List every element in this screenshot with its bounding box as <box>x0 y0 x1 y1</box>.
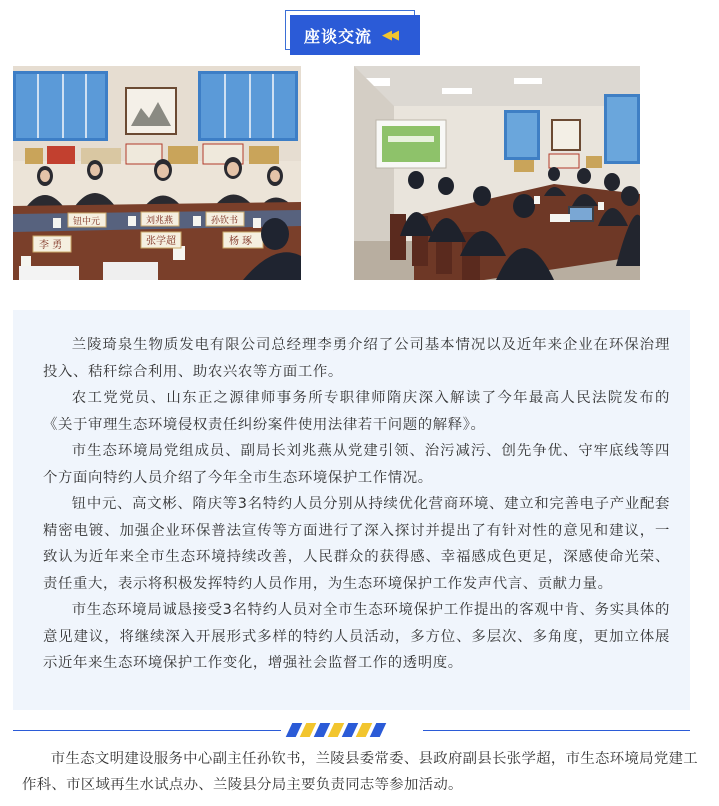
meeting-photo-left-image <box>13 66 301 280</box>
article-body <box>13 310 690 710</box>
body-paragraph: 市生态环境局诚恳接受3名特约人员对全市生态环境保护工作提出的客观中肯、务实具体的意见建议，将继续深入开展形式多样的特约人员活动，多方位、多层次、多角度，更加立体展示近年来生态环境保护工作变化，增强社会监督工作的透明度。 <box>43 602 670 671</box>
section-divider <box>13 721 690 741</box>
divider-line-left <box>13 730 281 731</box>
section-header <box>0 8 719 56</box>
divider-stripes <box>289 723 415 739</box>
closing-paragraph: 市生态文明建设服务中心副主任孙钦书，兰陵县委常委、县政府副县长张学超，市生态环境局党建工作科、市区域再生水试点办、兰陵县分局主要负责同志等参加活动。 <box>22 751 698 793</box>
body-paragraph: 兰陵琦泉生物质发电有限公司总经理李勇介绍了公司基本情况以及近年来企业在环保治理投入、秸秆综合利用、助农兴农等方面工作。 <box>43 337 670 380</box>
meeting-photo-right <box>354 66 640 280</box>
nameplate-text: 杨 琢 <box>229 236 253 247</box>
meeting-photo-right-image <box>354 66 640 280</box>
meeting-photo-left <box>13 66 301 280</box>
section-title: 座谈交流 <box>304 26 373 46</box>
divider-stripe <box>370 723 387 737</box>
double-chevron-left-icon: ◀◀ <box>382 27 397 43</box>
nameplate-text: 钮中元 <box>73 217 101 227</box>
nameplate-text: 李 勇 <box>39 240 63 251</box>
header-banner <box>290 15 420 55</box>
divider-line-right <box>423 730 690 731</box>
nameplate-text: 张学超 <box>146 236 176 247</box>
nameplate-text: 孙钦书 <box>211 216 239 226</box>
nameplate-text: 刘兆燕 <box>146 216 174 226</box>
body-paragraph: 市生态环境局党组成员、副局长刘兆燕从党建引领、治污减污、创先争优、守牢底线等四个方面向特约人员介绍了今年全市生态环境保护工作情况。 <box>43 443 670 486</box>
body-paragraph: 农工党党员、山东正之源律师事务所专职律师隋庆深入解读了今年最高人民法院发布的《关于审理生态环境侵权责任纠纷案件使用法律若干问题的解释》。 <box>43 390 670 433</box>
body-paragraph: 钮中元、高文彬、隋庆等3名特约人员分别从持续优化营商环境、建立和完善电子产业配套精密电镀、加强企业环保普法宣传等方面进行了深入探讨并提出了有针对性的意见和建议，一致认为近年来全市生态环境持续改善，人民群众的获得感、幸福感成色更足，深感使命光荣、责任重大，表示将积极发挥特约人员作用，为生态环境保护工作发声代言、贡献力量。 <box>43 496 670 592</box>
